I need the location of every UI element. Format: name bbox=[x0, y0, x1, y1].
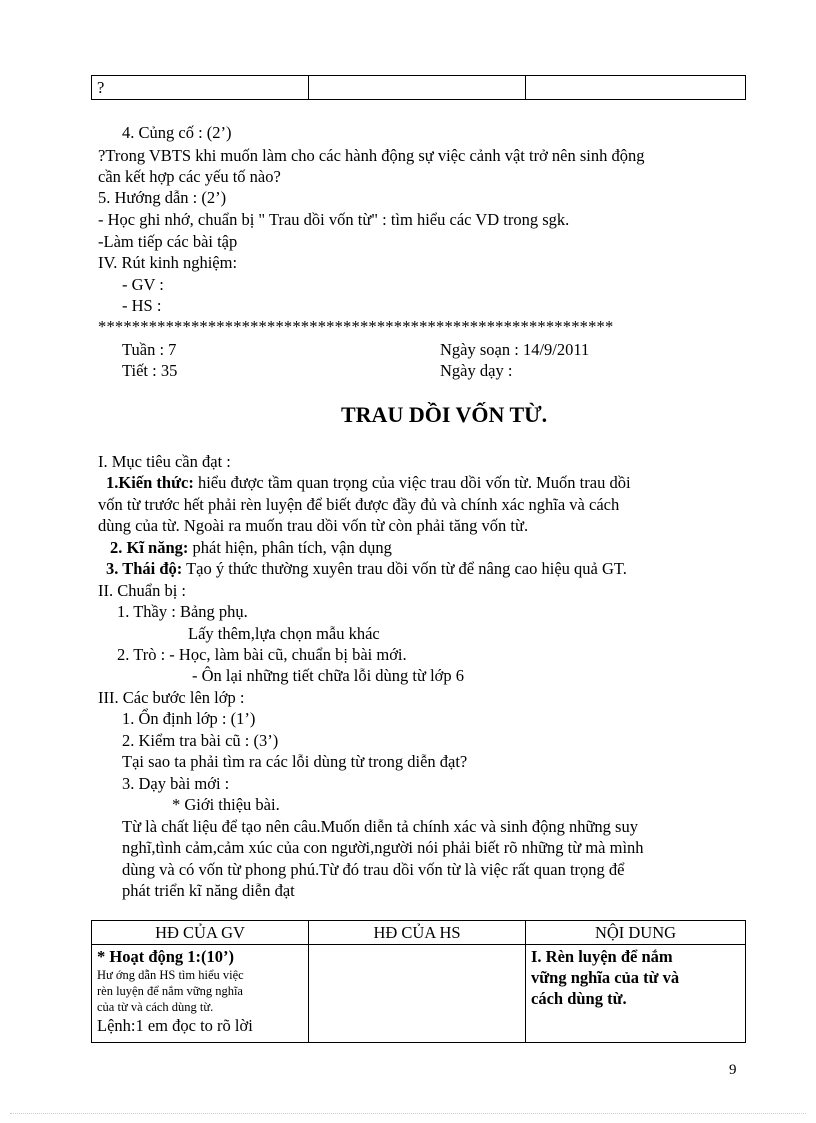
header-gv: HĐ CỦA GV bbox=[92, 921, 309, 945]
attitude-text: Tạo ý thức thường xuyên trau dồi vốn từ để nâng cao hiệu quả GT. bbox=[186, 559, 627, 578]
skills-line bbox=[110, 537, 392, 558]
page-number: 9 bbox=[729, 1062, 737, 1078]
objectives-heading: I. Mục tiêu cần đạt : bbox=[98, 452, 231, 471]
prep-date: Ngày soạn : 14/9/2011 bbox=[440, 340, 590, 359]
preparation-teacher-2: Lấy thêm,lựa chọn mẫu khác bbox=[188, 624, 380, 643]
content-cell bbox=[526, 945, 746, 1043]
guide-item-1: - Học ghi nhớ, chuẩn bị " Trau dồi vốn từ" : tìm hiểu các VD trong sgk. bbox=[98, 210, 570, 229]
page-edge-divider bbox=[10, 1113, 806, 1114]
knowledge-line2: vốn từ trước hết phải rèn luyện để biết được đầy đủ và chính xác nghĩa và cách bbox=[98, 495, 620, 514]
preparation-student-2: - Ôn lại những tiết chữa lỗi dùng từ lớp 6 bbox=[192, 666, 465, 685]
intro-paragraph-line2: nghĩ,tình cảm,cảm xúc của con người,người nói phải biết rõ những từ mà mình bbox=[122, 838, 644, 857]
guide-item-2: -Làm tiếp các bài tập bbox=[98, 232, 238, 251]
activity-table bbox=[91, 920, 746, 1043]
consolidation-question-line2: cần kết hợp các yếu tố nào? bbox=[98, 167, 281, 186]
preparation-teacher: 1. Thầy : Bảng phụ. bbox=[117, 602, 248, 621]
knowledge-line1 bbox=[106, 472, 631, 493]
experience-heading: IV. Rút kinh nghiệm: bbox=[98, 253, 238, 272]
content-line-1: I. Rèn luyện để nắm bbox=[531, 947, 673, 966]
consolidation-question-line1: ?Trong VBTS khi muốn làm cho các hành động sự việc cảnh vật trở nên sinh động bbox=[98, 146, 645, 165]
gv-cell bbox=[92, 945, 309, 1043]
knowledge-label: 1.Kiến thức: bbox=[106, 473, 194, 492]
intro-paragraph-line1: Từ là chất liệu để tạo nên câu.Muốn diễn tả chính xác và sinh động những suy bbox=[122, 817, 638, 836]
preparation-student: 2. Trò : - Học, làm bài cũ, chuẩn bị bài mới. bbox=[117, 645, 407, 664]
skills-text: phát hiện, phân tích, vận dụng bbox=[192, 538, 392, 557]
intro-paragraph-line3: dùng và có vốn từ phong phú.Từ đó trau dồi vốn từ là việc rất quan trọng để bbox=[122, 860, 625, 879]
gv-line-4: Lệnh:1 em đọc to rõ lời bbox=[97, 1016, 253, 1035]
step-1: 1. Ổn định lớp : (1’) bbox=[122, 709, 256, 728]
experience-gv: - GV : bbox=[122, 275, 164, 294]
teach-date: Ngày dạy : bbox=[440, 361, 513, 380]
step-2-question: Tại sao ta phải tìm ra các lỗi dùng từ trong diễn đạt? bbox=[122, 752, 468, 771]
top-table-cell-1: ? bbox=[92, 76, 309, 100]
attitude-label: 3. Thái độ: bbox=[106, 559, 183, 578]
knowledge-line3: dùng của từ. Ngoài ra muốn trau dồi vốn từ còn phải tăng vốn từ. bbox=[98, 516, 529, 535]
guide-heading: 5. Hướng dẫn : (2’) bbox=[98, 188, 227, 207]
gv-line-3: của từ và cách dùng từ. bbox=[97, 1000, 214, 1014]
top-table-cell-2 bbox=[309, 76, 526, 100]
skills-label: 2. Kĩ năng: bbox=[110, 538, 189, 557]
intro-paragraph-line4: phát triển kĩ năng diễn đạt bbox=[122, 881, 295, 900]
top-table-cell-3 bbox=[526, 76, 746, 100]
lesson-title: TRAU DỒI VỐN TỪ. bbox=[341, 402, 548, 427]
attitude-line bbox=[106, 558, 627, 579]
steps-heading: III. Các bước lên lớp : bbox=[98, 688, 245, 707]
period-label: Tiết : 35 bbox=[122, 361, 178, 380]
hs-cell bbox=[309, 945, 526, 1043]
preparation-heading: II. Chuẩn bị : bbox=[98, 581, 186, 600]
intro-label: * Giới thiệu bài. bbox=[172, 795, 280, 814]
knowledge-text: hiểu được tầm quan trọng của việc trau dồi vốn từ. Muốn trau dồi bbox=[197, 473, 631, 492]
experience-hs: - HS : bbox=[122, 296, 162, 315]
step-3: 3. Dạy bài mới : bbox=[122, 774, 230, 793]
separator-line: ************************************************************* bbox=[98, 317, 614, 336]
content-line-2: vững nghĩa của từ và bbox=[531, 968, 680, 987]
activity-1-heading: * Hoạt động 1:(10’) bbox=[97, 947, 235, 966]
consolidation-heading: 4. Củng cố : (2’) bbox=[122, 123, 232, 142]
gv-line-2: rèn luyện để nắm vững nghĩa bbox=[97, 984, 243, 998]
header-content: NỘI DUNG bbox=[526, 921, 746, 945]
content-line-3: cách dùng từ. bbox=[531, 989, 627, 1008]
week-label: Tuần : 7 bbox=[122, 340, 177, 359]
step-2: 2. Kiểm tra bài cũ : (3’) bbox=[122, 731, 279, 750]
header-hs: HĐ CỦA HS bbox=[309, 921, 526, 945]
top-table bbox=[91, 75, 746, 100]
gv-line-1: Hư ớng dẫn HS tìm hiểu việc bbox=[97, 968, 244, 982]
